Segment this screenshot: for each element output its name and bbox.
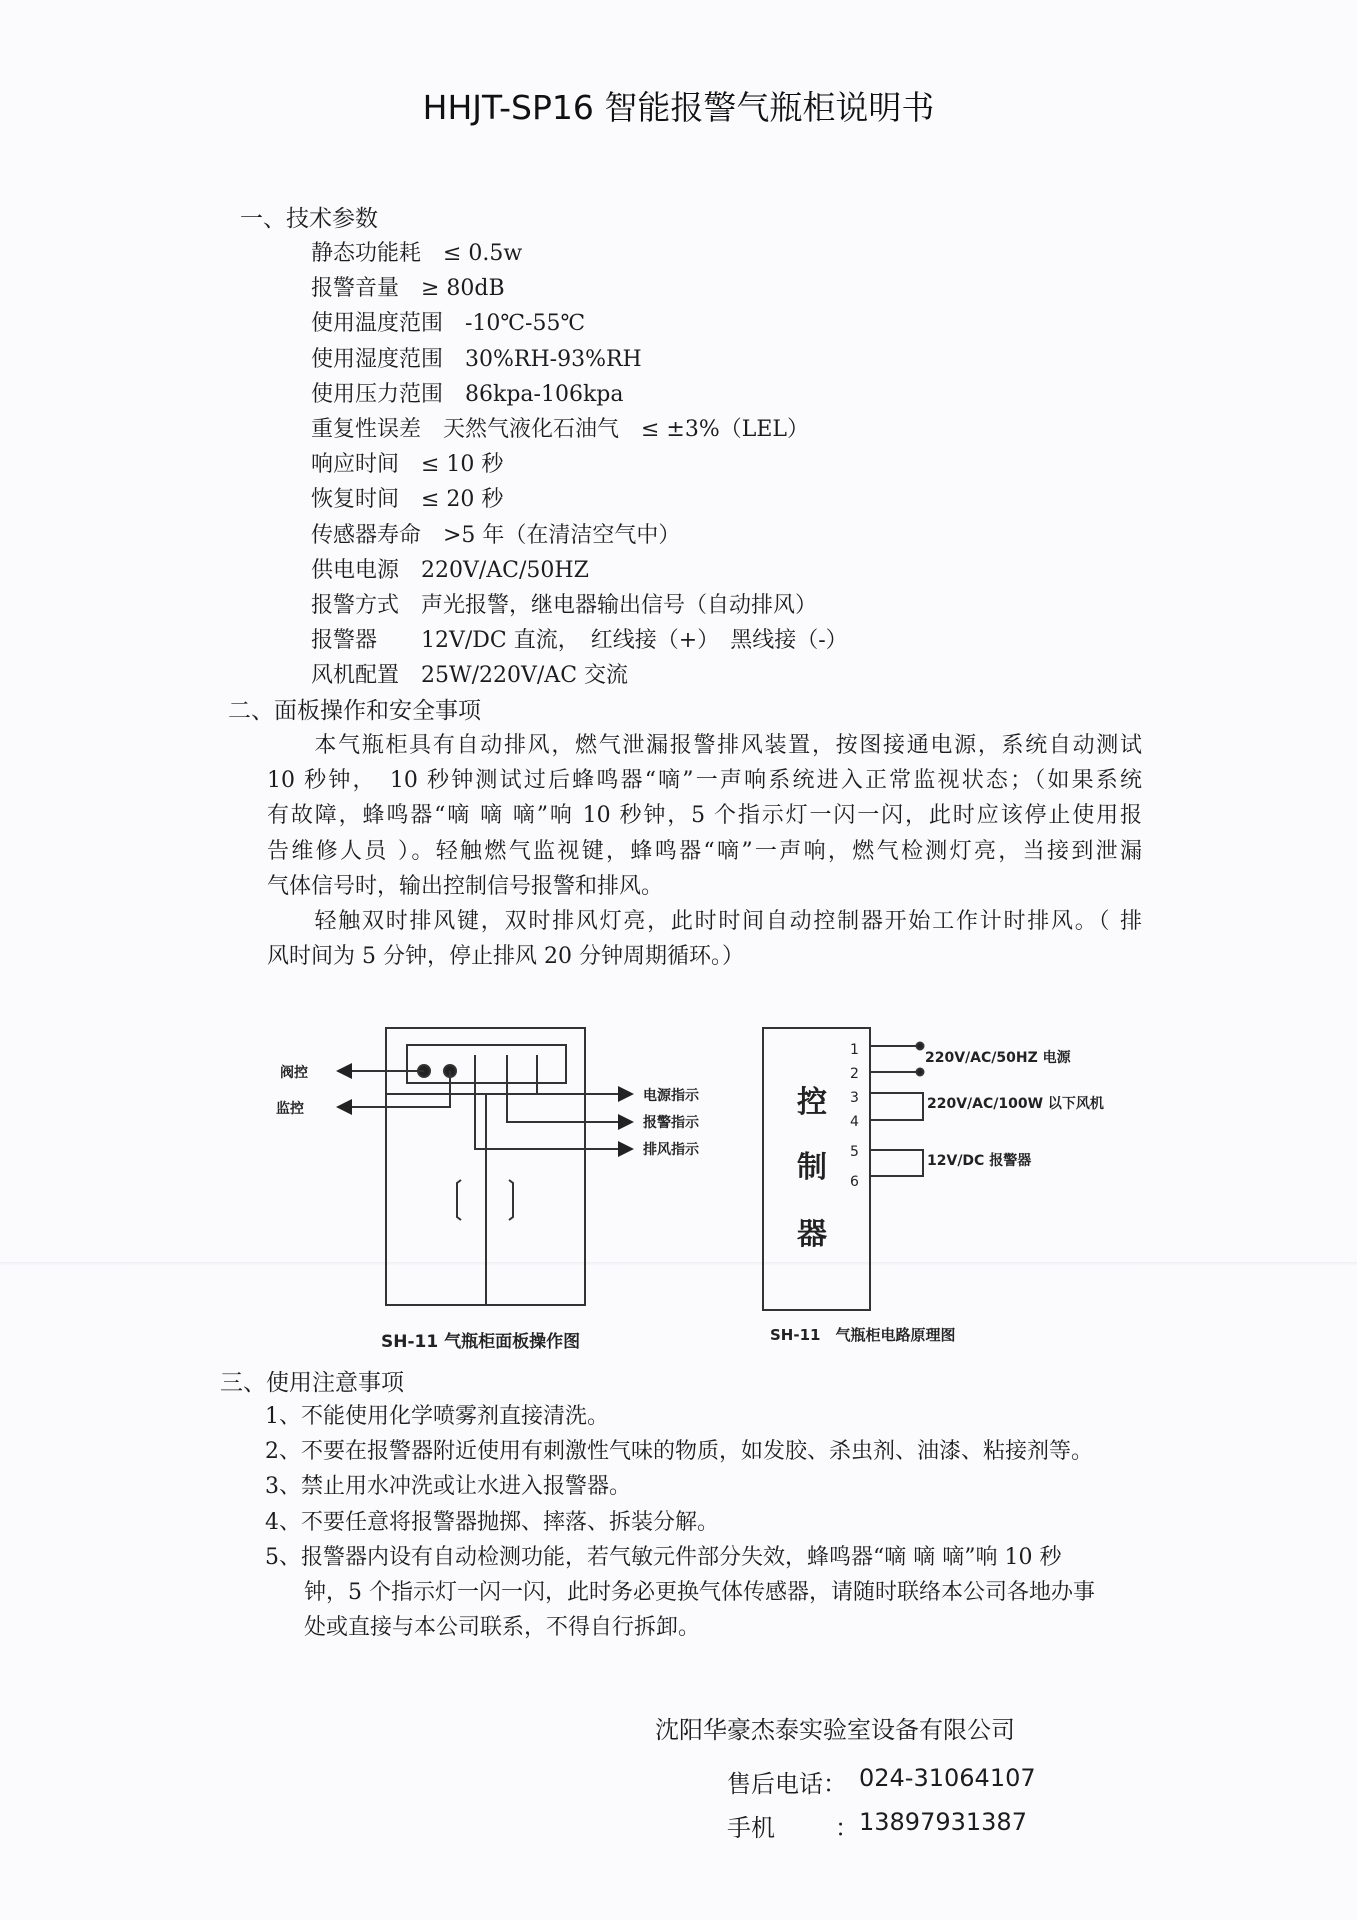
precaution-item: 1、不能使用化学喷雾剂直接清洗。	[265, 1404, 609, 1429]
spec-item: 报警方式 声光报警，继电器输出信号（自动排风）	[311, 593, 818, 618]
section2-heading: 二、面板操作和安全事项	[228, 698, 481, 724]
caption-circuit-diagram: SH-11 气瓶柜电路原理图	[770, 1326, 956, 1344]
paragraph-line: 有故障，蜂鸣器“嘀 嘀 嘀”响 10 秒钟，5 个指示灯一闪一闪，此时应该停止使用报	[267, 803, 1142, 829]
paragraph-line: 告维修人员 ）。轻触燃气监视键，蜂鸣器“嘀”一声响，燃气检测灯亮，当接到泄漏	[267, 838, 1142, 864]
document-title: HHJT-SP16 智能报警气瓶柜说明书	[422, 88, 935, 127]
spec-item: 报警音量 ≥ 80dB	[311, 276, 505, 302]
precaution-item: 5、报警器内设有自动检测功能，若气敏元件部分失效，蜂鸣器“嘀 嘀 嘀”响 10 秒	[265, 1544, 1062, 1570]
right-handle	[509, 1180, 513, 1220]
spec-item: 传感器寿命 >5 年（在清洁空气中）	[311, 522, 681, 548]
mobile-phone: 13897931387	[859, 1808, 1027, 1836]
terminal-number: 2	[850, 1066, 859, 1082]
precaution-item-continued: 钟，5 个指示灯一闪一闪，此时务必更换气体传感器，请随时联络本公司各地办事	[304, 1580, 1095, 1605]
spec-item: 使用湿度范围 30%RH-93%RH	[311, 346, 642, 372]
label-power-indicator: 电源指示	[643, 1088, 699, 1104]
spec-item: 报警器 12V/DC 直流， 红线接（+） 黑线接（-）	[311, 628, 848, 654]
caption-panel-diagram: SH-11 气瓶柜面板操作图	[381, 1332, 581, 1352]
spec-item: 使用温度范围 -10℃-55℃	[311, 311, 586, 337]
monitor-line	[338, 1071, 450, 1107]
terminal-number: 4	[850, 1114, 859, 1130]
paragraph-line: 气体信号时，输出控制信号报警和排风。	[267, 873, 664, 899]
spec-item: 恢复时间 ≤ 20 秒	[311, 487, 504, 513]
mobile-separator: ：	[835, 1814, 859, 1842]
label-alarm-indicator: 报警指示	[643, 1115, 699, 1131]
label-fan: 220V/AC/100W 以下风机	[927, 1096, 1104, 1112]
company-name: 沈阳华豪杰泰实验室设备有限公司	[655, 1716, 1015, 1744]
fan-indicator-line	[475, 1055, 632, 1149]
label-fan-indicator: 排风指示	[643, 1142, 699, 1158]
paragraph-line: 风时间为 5 分钟，停止排风 20 分钟周期循环。）	[267, 944, 744, 970]
terminal-number: 1	[850, 1042, 859, 1058]
precaution-item-continued: 处或直接与本公司联系，不得自行拆卸。	[304, 1615, 701, 1641]
paragraph-line: 轻触双时排风键，双时排风灯亮，此时时间自动控制器开始工作计时排风。（ 排	[267, 909, 1142, 934]
section3-heading: 三、使用注意事项	[220, 1370, 404, 1396]
alarm-indicator-line	[507, 1055, 632, 1122]
terminal-number: 6	[850, 1174, 859, 1190]
panel-operation-diagram	[338, 1028, 632, 1305]
label-monitor: 监控	[276, 1101, 304, 1117]
controller-char: 器	[797, 1217, 827, 1252]
circuit-diagram	[763, 1028, 924, 1310]
controller-char: 制	[797, 1150, 827, 1185]
spec-item: 重复性误差 天然气液化石油气 ≤ ±3%（LEL）	[311, 417, 810, 442]
paragraph-line: 本气瓶柜具有自动排风，燃气泄漏报警排风装置，按图接通电源，系统自动测试	[267, 733, 1142, 758]
terminal-number: 5	[850, 1144, 859, 1160]
label-valve: 阀控	[280, 1065, 308, 1081]
left-handle	[457, 1180, 461, 1220]
spec-item: 响应时间 ≤ 10 秒	[311, 452, 504, 478]
paragraph-line: 10 秒钟， 10 秒钟测试过后蜂鸣器“嘀”一声响系统进入正常监视状态；（如果系统	[267, 768, 1142, 794]
label-power-supply: 220V/AC/50HZ 电源	[925, 1050, 1071, 1066]
precaution-item: 3、禁止用水冲洗或让水进入报警器。	[265, 1474, 631, 1500]
label-alarm: 12V/DC 报警器	[927, 1153, 1032, 1169]
terminal-number: 3	[850, 1090, 859, 1106]
spec-item: 静态功能耗 ≤ 0.5w	[311, 241, 523, 266]
precaution-item: 2、不要在报警器附近使用有刺激性气味的物质，如发胶、杀虫剂、油漆、粘接剂等。	[265, 1439, 1093, 1465]
section1-heading: 一、技术参数	[240, 206, 378, 232]
control-panel	[407, 1045, 566, 1083]
spec-item: 使用压力范围 86kpa-106kpa	[311, 381, 624, 407]
precaution-item: 4、不要任意将报警器抛掷、摔落、拆装分解。	[265, 1509, 719, 1535]
spec-item: 风机配置 25W/220V/AC 交流	[311, 663, 629, 689]
spec-item: 供电电源 220V/AC/50HZ	[311, 557, 589, 583]
service-phone: 024-31064107	[859, 1764, 1036, 1792]
mobile-label: 手机	[727, 1814, 775, 1842]
service-phone-label: 售后电话：	[727, 1770, 847, 1798]
controller-char: 控	[797, 1085, 827, 1120]
